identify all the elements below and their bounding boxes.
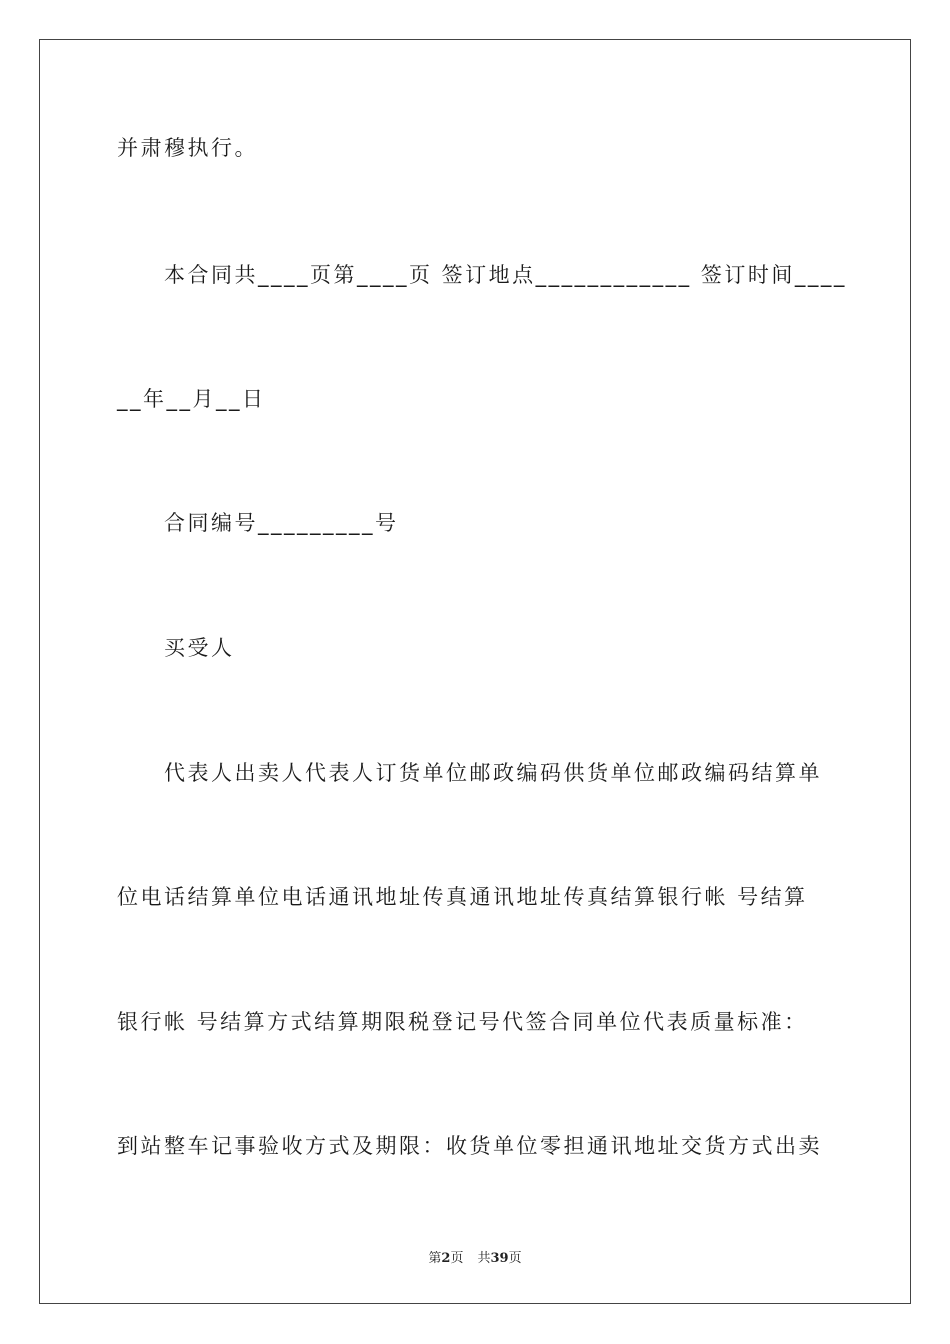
text-line-1: 并肃穆执行。 [117, 136, 258, 160]
text-line-5: 买受人 [164, 636, 235, 660]
page-footer [0, 1247, 950, 1266]
footer-page-number: 2 [441, 1251, 451, 1266]
text-line-7: 位电话结算单位电话通讯地址传真通讯地址传真结算银行帐 号结算 [117, 885, 808, 909]
text-line-8: 银行帐 号结算方式结算期限税登记号代签合同单位代表质量标准： [117, 1010, 808, 1034]
page-frame [39, 39, 911, 1304]
text-line-6: 代表人出卖人代表人订货单位邮政编码供货单位邮政编码结算单 [164, 761, 822, 785]
footer-page-suffix: 页 [450, 1251, 464, 1266]
text-line-4: 合同编号_________号 [164, 511, 399, 535]
text-line-3: __年__月__日 [117, 387, 266, 411]
footer-total-prefix: 共 [477, 1251, 491, 1266]
footer-page-prefix: 第 [428, 1251, 442, 1266]
text-line-9: 到站整车记事验收方式及期限：收货单位零担通讯地址交货方式出卖 [117, 1134, 822, 1158]
footer-total-pages: 39 [490, 1251, 509, 1266]
footer-total-suffix: 页 [508, 1251, 522, 1266]
text-line-2: 本合同共____页第____页 签订地点____________ 签订时间____ [164, 263, 847, 287]
